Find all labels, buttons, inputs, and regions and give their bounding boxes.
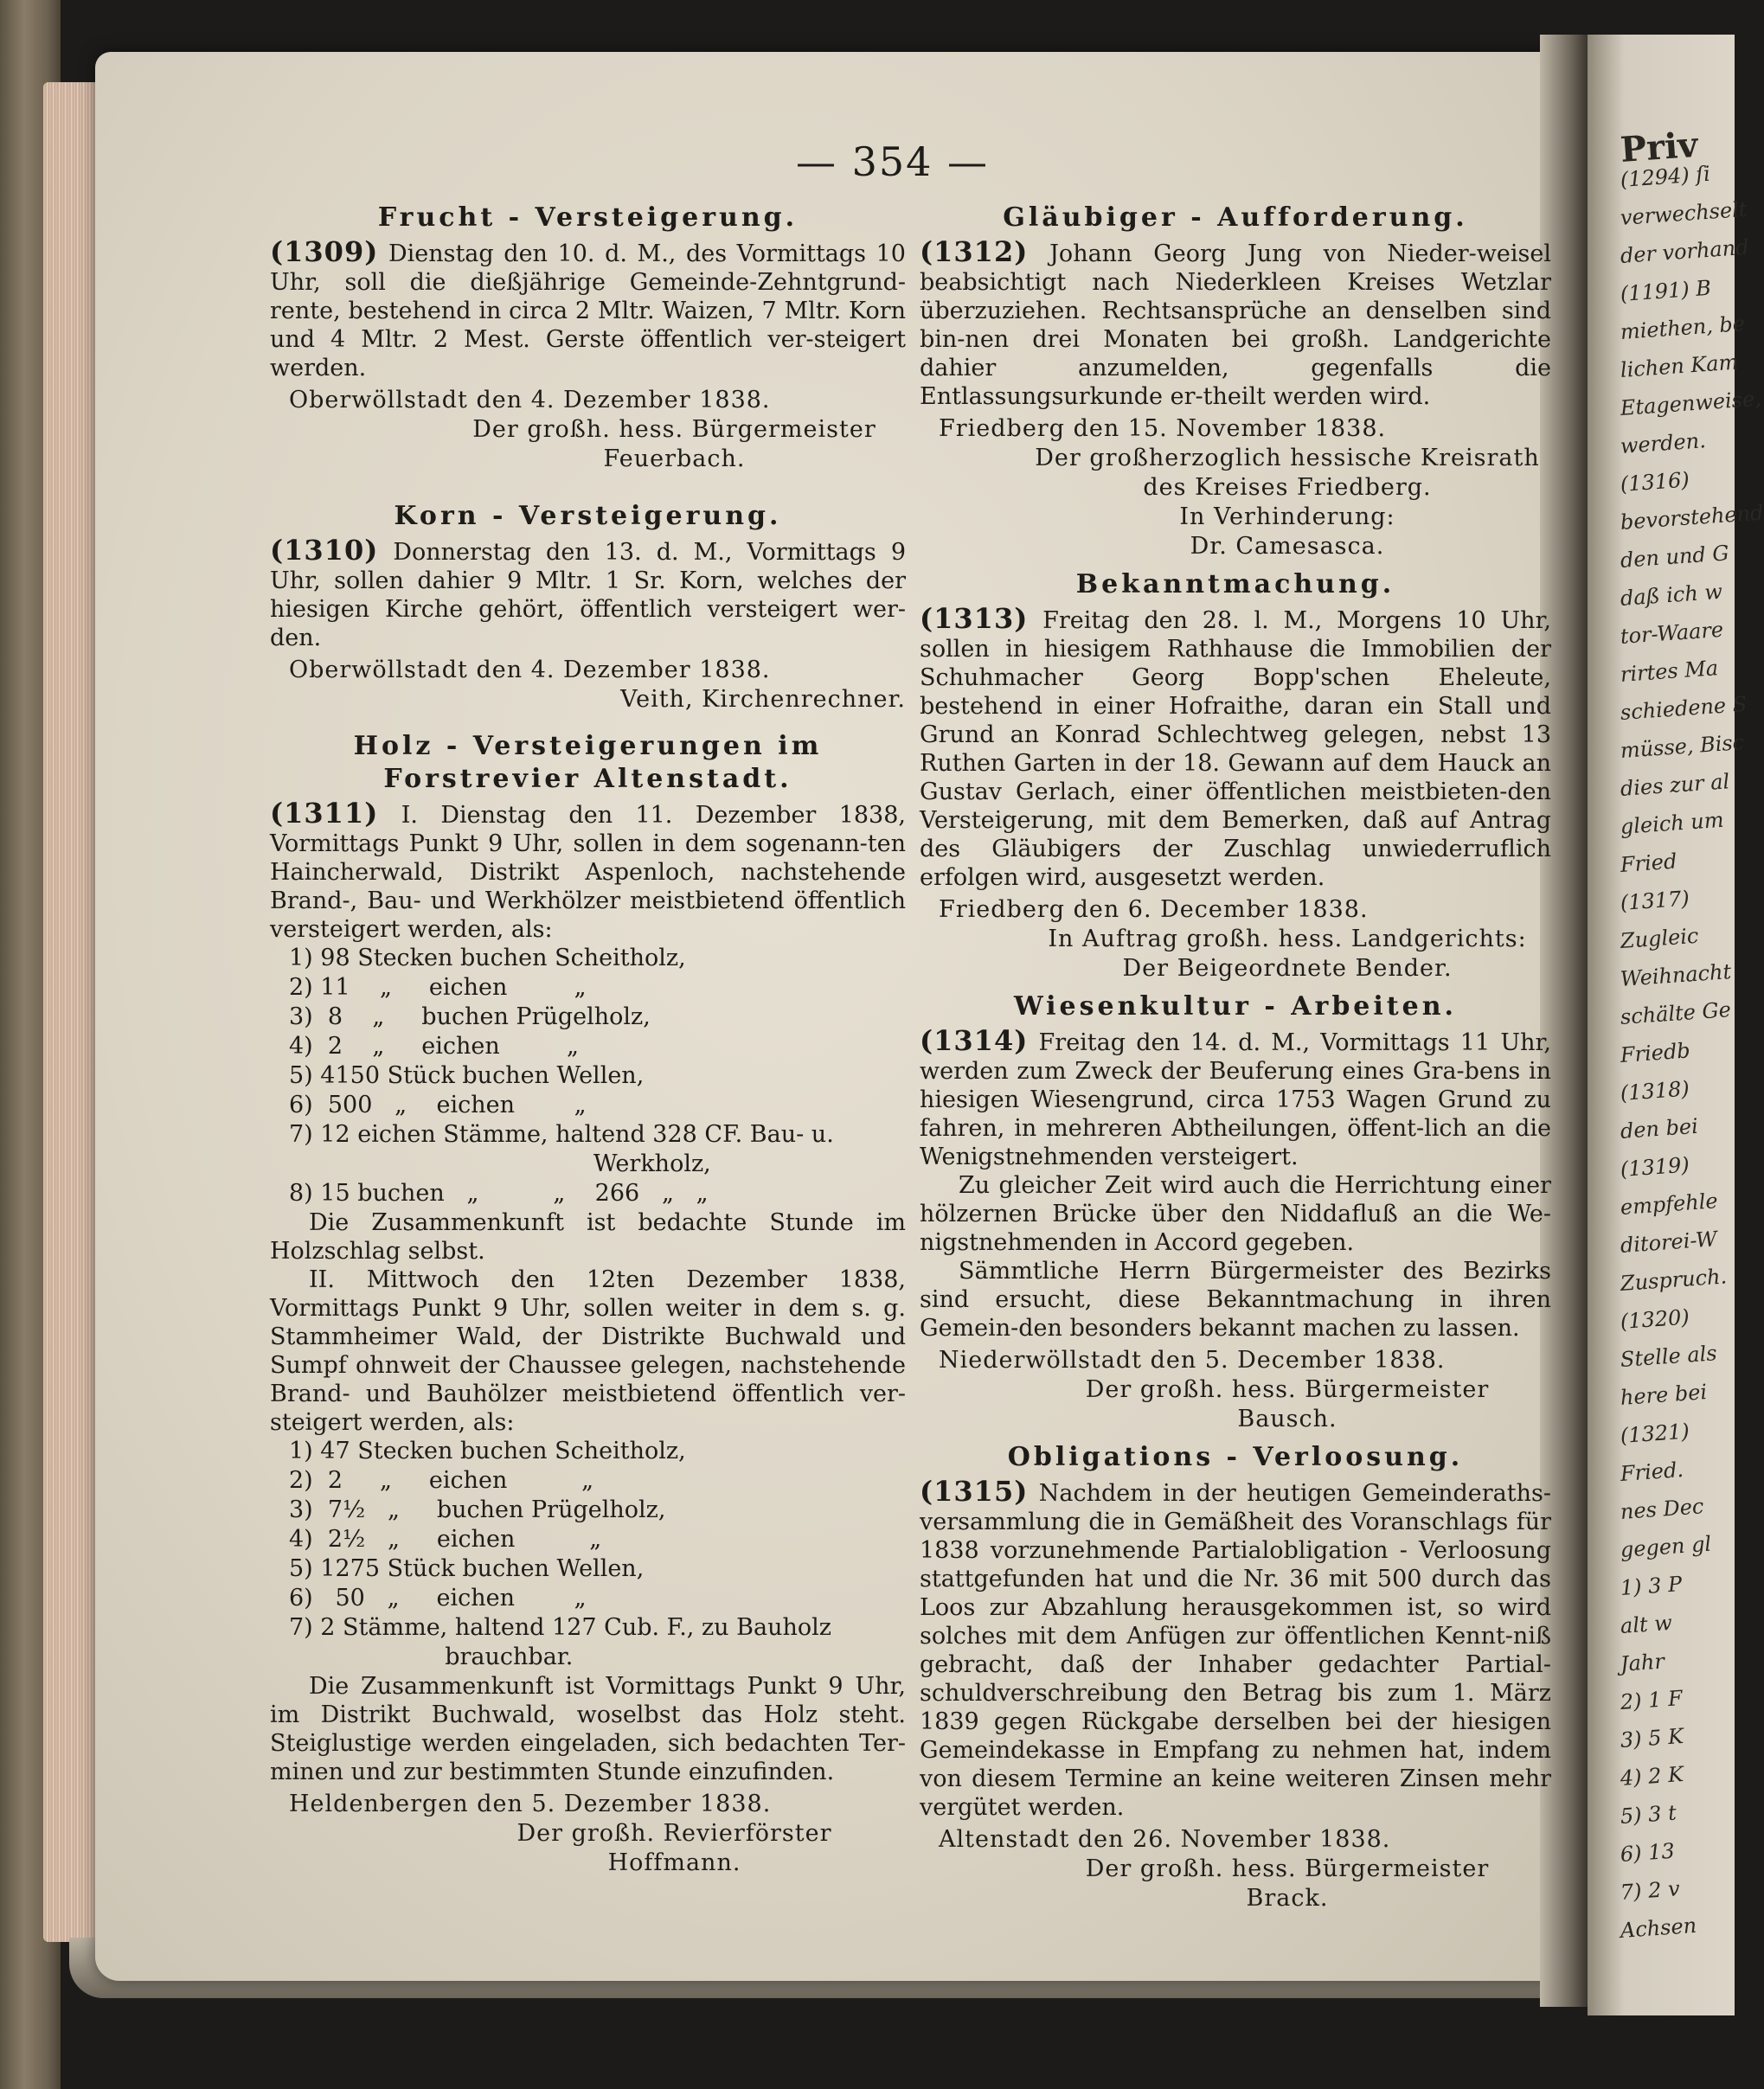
signature-line: Der großh. hess. Bürgermeister	[472, 416, 876, 443]
adjacent-page-fragment: (1191) B	[1620, 275, 1712, 306]
notice-text: Johann Georg Jung von Nieder-weisel beabsichtigt nach Niederkleen Kreises Wetzlar überzuziehen. Rechtsansprüche an denselben sind bin-nen drei Monaten bei großh. Landgerichte dahier anzumelden, gegenfalls die Entlassungsurkunde er-theilt werden wird.	[920, 240, 1551, 410]
right-column	[920, 195, 1551, 1913]
notice-1314	[920, 1024, 1551, 1171]
notice-number: (1311)	[270, 797, 379, 830]
notice-number: (1315)	[920, 1475, 1029, 1508]
adjacent-page-fragment: Zuspruch.	[1620, 1264, 1728, 1296]
adjacent-page-fragment: 2) 1 F	[1620, 1686, 1684, 1714]
adjacent-page-fragment: 1) 3 P	[1620, 1572, 1684, 1600]
notice-paragraph: Die Zusammenkunft ist Vormittags Punkt 9 Uhr, im Distrikt Buchwald, woselbst das Holz steht. Steiglustige werden eingeladen, sich bedachten Ter-minen und zur bestimmten Stunde einzufinden.	[270, 1673, 906, 1785]
place-date: Niederwöllstadt den 5. December 1838.	[939, 1347, 1446, 1374]
adjacent-page-fragment: rirtes Ma	[1620, 656, 1719, 687]
adjacent-page-fragment: 7) 2 v	[1620, 1876, 1681, 1905]
adjacent-page-fragment: daß ich w	[1620, 579, 1723, 611]
section-heading: Bekanntmachung.	[1075, 569, 1395, 599]
list-item: 2) 11 „ eichen „	[289, 974, 587, 1001]
section-heading: Korn - Versteigerung.	[394, 501, 782, 531]
notice-text: Freitag den 28. l. M., Morgens 10 Uhr, sollen in hiesigem Rathhause die Immobilien der Schuhmacher Georg Bopp'schen Eheleute, bestehend in einer Hofraithe, daran ein Stall und Grund an Konrad Schlechtweg gelegen, nebst 13 Ruthen Garten in der 18. Gewann auf dem Hauck an Gustav Gerlach, einer öffentlichen meistbieten-den Versteigerung, mit dem Bemerken, daß auf Antrag des Gläubigers der Zuschlag unwiederruflich erfolgen wird, ausgesetzt werden.	[920, 607, 1551, 891]
signature-line: Der großh. hess. Bürgermeister	[1085, 1855, 1490, 1882]
section-heading: Wiesenkultur - Arbeiten.	[1014, 991, 1457, 1022]
wood-list-part1	[270, 944, 906, 1208]
adjacent-page-fragment: bevorstehend	[1620, 500, 1764, 535]
signature-name: Brack.	[1246, 1885, 1329, 1912]
place-date: Oberwöllstadt den 4. Dezember 1838.	[289, 657, 771, 683]
notice-number: (1309)	[270, 235, 379, 268]
list-item: 5) 1275 Stück buchen Wellen,	[289, 1555, 645, 1582]
notice-1313	[920, 602, 1551, 892]
notice-text: Donnerstag den 13. d. M., Vormittags 9 Uhr, sollen dahier 9 Mltr. 1 Sr. Korn, welches der hiesigen Kirche gehört, öffentlich versteigert wer-den.	[270, 539, 906, 651]
adjacent-page-fragment: alt w	[1620, 1610, 1673, 1638]
notice-1315	[920, 1477, 1551, 1822]
signature-name: Dr. Camesasca.	[1190, 533, 1385, 560]
notice-text: Freitag den 14. d. M., Vormittags 11 Uhr, werden zum Zweck der Beuferung eines Gra-bens in hiesigen Wiesengrund, circa 1753 Wagen Grund zu fahren, in mehreren Abtheilungen, öffent-lich an die Wenigstnehmenden versteigert.	[920, 1029, 1551, 1170]
notice-1312	[920, 235, 1551, 411]
adjacent-page-fragment: schälte Ge	[1620, 997, 1732, 1029]
list-item: 6) 500 „ eichen „	[289, 1092, 587, 1118]
notice-paragraph: Zu gleicher Zeit wird auch die Herrichtung einer hölzernen Brücke über den Niddafluß an die We-nigstnehmenden in Accord gegeben.	[920, 1172, 1551, 1256]
adjacent-page-fragment: Weihnacht	[1620, 959, 1733, 991]
adjacent-page-fragment: werden.	[1620, 428, 1707, 458]
list-item: 1) 47 Stecken buchen Scheitholz,	[289, 1438, 686, 1464]
list-item: 1) 98 Stecken buchen Scheitholz,	[289, 945, 686, 971]
adjacent-page-fragment: dies zur al	[1620, 769, 1731, 801]
section-heading: Gläubiger - Aufforderung.	[1003, 202, 1468, 233]
adjacent-page-fragment: here bei	[1620, 1380, 1708, 1410]
adjacent-page-fragment: (1318)	[1620, 1076, 1690, 1105]
adjacent-page-fragment: 4) 2 K	[1620, 1761, 1684, 1791]
place-date: Altenstadt den 26. November 1838.	[939, 1826, 1391, 1853]
adjacent-page-fragment: Fried.	[1620, 1457, 1684, 1486]
adjacent-page-fragment: Achsen	[1620, 1913, 1697, 1943]
adjacent-page-fragment: 3) 5 K	[1620, 1723, 1684, 1753]
list-item: Werkholz,	[289, 1150, 711, 1177]
notice-text: Nachdem in der heutigen Gemeinderaths-versammlung die in Gemäßheit des Voranschlags für 1838 vorzunehmende Partialobligation - Verloosung stattgefunden hat und die Nr. 36 mit 500 durch das Loos zur Abzahlung herausgekommen ist, so wird solches mit dem Anfügen zur öffentlichen Kennt-niß gebracht, daß der Inhaber gedachter Partial-schuldverschreibung den Betrag bis zum 1. März 1839 gegen Rückgabe derselben bei der hiesigen Gemeindekasse in Empfang zu nehmen hat, indem von diesem Termine an keine weiteren Zinsen mehr vergütet werden.	[920, 1480, 1551, 1821]
list-item: 6) 50 „ eichen „	[289, 1585, 587, 1612]
adjacent-page-fragment: schiedene S	[1620, 691, 1748, 725]
adjacent-page-fragment: Fried	[1620, 849, 1678, 877]
adjacent-page-fragment: den bei	[1620, 1113, 1699, 1144]
signature-line: In Auftrag großh. hess. Landgerichts:	[1048, 926, 1527, 952]
list-item: brauchbar.	[289, 1644, 574, 1670]
notice-text: I. Dienstag den 11. Dezember 1838, Vormittags Punkt 9 Uhr, sollen in dem sogenann-ten Haincherwald, Distrikt Aspenloch, nachstehende Brand-, Bau- und Werkhölzer meistbietend öffentlich versteigert werden, als:	[270, 802, 906, 943]
list-item: 3) 7½ „ buchen Prügelholz,	[289, 1496, 666, 1523]
notice-paragraph: II. Mittwoch den 12ten Dezember 1838, Vormittags Punkt 9 Uhr, sollen weiter in dem s. g. Stammheimer Wald, der Distrikte Buchwald und Sumpf ohnweit der Chaussee gelegen, nachstehende Brand- und Bauhölzer meistbietend öffentlich ver-steigert werden, als:	[270, 1266, 906, 1436]
notice-number: (1313)	[920, 602, 1029, 635]
adjacent-page-fragment: empfehle	[1620, 1189, 1719, 1220]
place-date: Friedberg den 15. November 1838.	[939, 415, 1387, 442]
notice-number: (1312)	[920, 235, 1029, 268]
adjacent-page-fragment: (1294) ſi	[1620, 161, 1711, 192]
section-heading: Holz - Versteigerungen im Forstrevier Altenstadt.	[353, 731, 823, 794]
adjacent-page-fragment: 6) 13	[1620, 1838, 1676, 1867]
adjacent-page	[1588, 35, 1764, 2015]
adjacent-page-fragment: tor-Waare	[1620, 617, 1724, 649]
adjacent-page-fragment: gegen gl	[1620, 1531, 1712, 1562]
signature-line: Der großherzoglich hessische Kreisrath	[1035, 445, 1540, 471]
adjacent-page-fragment: den und G	[1620, 541, 1730, 573]
adjacent-page-fragment: ditorei-W	[1620, 1227, 1718, 1258]
signature-line: des Kreises Friedberg.	[1143, 474, 1432, 501]
list-item: 3) 8 „ buchen Prügelholz,	[289, 1003, 651, 1030]
place-date: Heldenbergen den 5. Dezember 1838.	[289, 1791, 772, 1817]
adjacent-page-fragment: müsse, Bisc	[1620, 730, 1746, 763]
signature-line: Der großh. hess. Bürgermeister	[1085, 1376, 1490, 1403]
adjacent-page-fragment: Etagenweise,	[1620, 386, 1762, 420]
adjacent-page-fragment: (1321)	[1620, 1419, 1690, 1448]
place-date: Friedberg den 6. December 1838.	[939, 896, 1369, 923]
adjacent-page-fragment: Zugleic	[1620, 923, 1700, 953]
list-item: 2) 2 „ eichen „	[289, 1467, 594, 1494]
section-heading: Obligations - Verloosung.	[1007, 1442, 1464, 1472]
adjacent-page-fragment: Jahr	[1620, 1649, 1665, 1676]
signature-line: In Verhinderung:	[1179, 503, 1395, 530]
notice-paragraph: Sämmtliche Herrn Bürgermeister des Bezirks sind ersucht, diese Bekanntmachung in ihren Gemein-den besonders bekannt machen zu lassen.	[920, 1258, 1551, 1342]
adjacent-page-fragment: verwechselt	[1620, 196, 1748, 230]
adjacent-page-fragment: (1317)	[1620, 886, 1690, 915]
notice-text: Dienstag den 10. d. M., des Vormittags 10 Uhr, soll die dießjährige Gemeinde-Zehntgrund-rente, bestehend in circa 2 Mltr. Waizen, 7 Mltr. Korn und 4 Mltr. 2 Mest. Gerste öffentlich ver-steigert werden.	[270, 240, 906, 381]
signature-name: Feuerbach.	[603, 445, 746, 472]
notice-number: (1314)	[920, 1024, 1029, 1057]
list-item: 8) 15 buchen „ „ 266 „ „	[289, 1180, 709, 1207]
adjacent-page-fragment: Stelle als	[1620, 1341, 1718, 1372]
signature-name: Bausch.	[1237, 1406, 1337, 1432]
list-item: 4) 2½ „ eichen „	[289, 1526, 602, 1553]
list-item: 7) 2 Stämme, haltend 127 Cub. F., zu Bauholz	[289, 1614, 831, 1641]
list-item: 4) 2 „ eichen „	[289, 1033, 580, 1060]
signature-name: Hoffmann.	[607, 1849, 741, 1876]
place-date: Oberwöllstadt den 4. Dezember 1838.	[289, 387, 771, 413]
adjacent-page-fragment: der vorhand	[1620, 234, 1750, 268]
signature-line: Der großh. Revierförster	[516, 1820, 832, 1847]
left-column	[270, 195, 906, 1878]
adjacent-page-fragment: nes Dec	[1620, 1494, 1705, 1524]
adjacent-page-fragment: (1319)	[1620, 1152, 1690, 1182]
adjacent-page-fragment: Friedb	[1620, 1038, 1691, 1067]
adjacent-page-fragment: 5) 3 t	[1620, 1800, 1677, 1829]
adjacent-page-fragment: Priv	[1619, 124, 1700, 170]
list-item: 7) 12 eichen Stämme, haltend 328 CF. Bau- u.	[289, 1121, 834, 1148]
notice-paragraph: Die Zusammenkunft ist bedachte Stunde im Holzschlag selbst.	[270, 1209, 906, 1265]
adjacent-page-fragment: miethen, be	[1620, 311, 1746, 344]
page-number: — 354 —	[796, 138, 990, 185]
notice-1311	[270, 799, 906, 944]
signature-name: Der Beigeordnete Bender.	[1122, 955, 1453, 982]
signature-name: Veith, Kirchenrechner.	[620, 686, 906, 713]
adjacent-page-fragment: lichen Kam	[1620, 349, 1740, 382]
adjacent-page-fragment: (1316)	[1620, 467, 1690, 497]
notice-number: (1310)	[270, 534, 379, 567]
section-heading: Frucht - Versteigerung.	[377, 202, 799, 233]
adjacent-page-fragment: (1320)	[1620, 1304, 1690, 1334]
adjacent-page-fragment: gleich um	[1620, 807, 1725, 839]
list-item: 5) 4150 Stück buchen Wellen,	[289, 1062, 645, 1089]
notice-1309	[270, 235, 906, 382]
wood-list-part2	[270, 1437, 906, 1672]
notice-1310	[270, 536, 906, 652]
